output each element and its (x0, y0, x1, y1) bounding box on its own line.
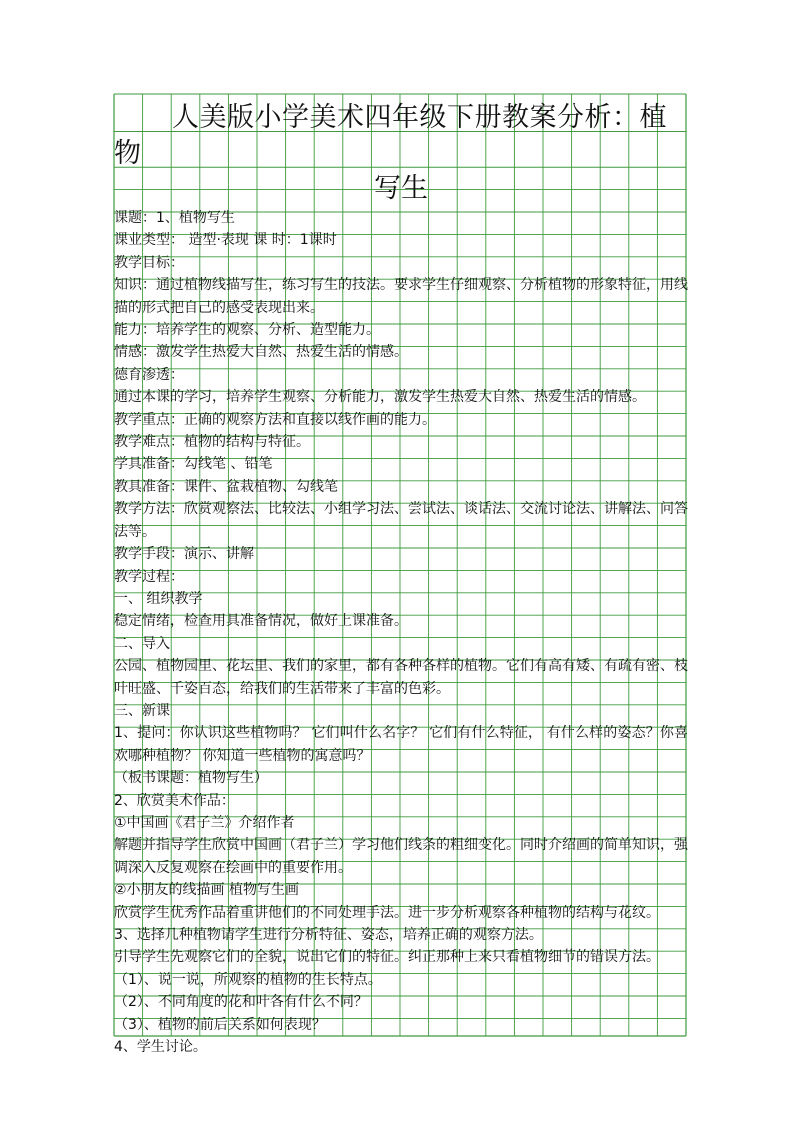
paragraph: 教学难点：植物的结构与特征。 (114, 434, 310, 451)
paragraph: （板书课题：植物写生） (114, 770, 268, 787)
paragraph: 三、新课 (114, 702, 170, 719)
paragraph: 能力：培养学生的观察、分析、造型能力。 (114, 322, 380, 339)
paragraph: 教具准备：课件、盆栽植物、勾线笔 (114, 478, 338, 495)
paragraph: 知识：通过植物线描写生，练习写生的技法。要求学生仔细观察、分析植物的形象特征，用线描的形式把自己的感受表现出来。 (114, 277, 688, 316)
paragraph: 一、 组织教学 (114, 590, 203, 607)
paragraph: 2、欣赏美术作品： (114, 792, 235, 809)
paragraph: 二、导入 (114, 635, 170, 652)
paragraph: 解题并指导学生欣赏中国画（君子兰）学习他们线条的粗细变化。同时介绍画的简单知识，强调深入反复观察在绘画中的重要作用。 (114, 837, 688, 876)
paragraph: 公园、植物园里、花坛里、我们的家里，都有各种各样的植物。它们有高有矮、有疏有密、枝叶旺盛、千姿百态，给我们的生活带来了丰富的色彩。 (114, 658, 688, 697)
paragraph: ②小朋友的线描画 植物写生画 (114, 882, 300, 899)
paragraph: 教学过程： (114, 568, 184, 585)
paragraph: 教学手段：演示、讲解 (114, 546, 254, 563)
paragraph: ①中国画《君子兰》介绍作者 (114, 814, 295, 831)
paragraph: 稳定情绪，检查用具准备情况，做好上课准备。 (114, 613, 408, 630)
paragraph: 引导学生先观察它们的全貌，说出它们的特征。纠正那种上来只看植物细节的错误方法。 (114, 949, 660, 966)
paragraph: 4、学生讨论。 (114, 1039, 207, 1056)
paragraph: 学具准备：勾线笔 、铅笔 (114, 456, 273, 473)
paragraph: 1、提问：你认识这些植物吗？ 它们叫什么名字？ 它们有什么特征， 有什么样的姿态？你喜欢哪种植物？ 你知道一些植物的寓意吗？ (114, 725, 688, 764)
paragraph: 教学方法：欣赏观察法、比较法、小组学习法、尝试法、谈话法、交流讨论法、讲解法、问答法等。 (114, 501, 688, 540)
paragraph: 教学重点：正确的观察方法和直接以线作画的能力。 (114, 411, 436, 428)
paragraph: 3、选择几种植物请学生进行分析特征、姿态，培养正确的观察方法。 (114, 927, 543, 943)
document-title-line2: 写生 (374, 173, 428, 204)
document-title-line1: 人美版小学美术四年级下册教案分析：植物 (114, 102, 667, 169)
paragraph: 教学目标： (114, 254, 184, 271)
paragraph: 课题：1、植物写生 (114, 210, 235, 226)
paragraph: （3）、植物的前后关系如何表现？ (114, 1016, 326, 1033)
paragraph: （1）、说一说，所观察的植物的生长特点。 (114, 971, 382, 988)
paragraph: 欣赏学生优秀作品着重讲他们的不同处理手法。进一步分析观察各种植物的结构与花纹。 (114, 904, 660, 921)
paragraph: 情感：激发学生热爱大自然、热爱生活的情感。 (114, 344, 408, 361)
document-body (114, 207, 688, 1058)
document-page (114, 94, 688, 1058)
paragraph: 课业类型： 造型·表现 课 时：1课时 (114, 232, 337, 249)
paragraph: 通过本课的学习，培养学生观察、分析能力，激发学生热爱大自然、热爱生活的情感。 (114, 389, 646, 406)
paragraph: 德育渗透： (114, 366, 184, 383)
paragraph: （2）、不同角度的花和叶各有什么不同？ (114, 994, 368, 1011)
